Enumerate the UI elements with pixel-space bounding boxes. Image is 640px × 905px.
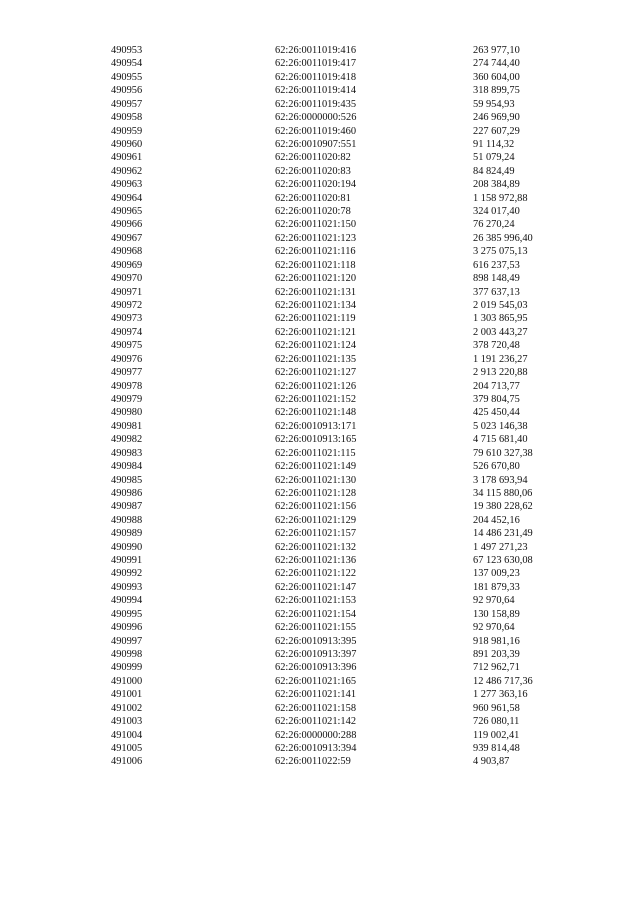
cadastral-value-cell: 4 903,87 [473, 756, 510, 768]
row-number-cell: 490981 [111, 420, 143, 432]
table-row [111, 138, 583, 151]
cadastral-number-cell: 62:26:0011021:158 [275, 702, 357, 714]
row-number-cell: 490961 [111, 152, 143, 164]
cadastral-number-cell: 62:26:0011021:121 [275, 326, 357, 338]
cadastral-number-cell: 62:26:0010913:395 [275, 635, 357, 647]
row-number-cell: 490998 [111, 648, 143, 660]
table-row [111, 178, 583, 191]
table-row [111, 353, 583, 366]
row-number-cell: 490958 [111, 112, 143, 124]
cadastral-number-cell: 62:26:0011020:194 [275, 179, 357, 191]
cadastral-value-cell: 377 637,13 [473, 286, 520, 298]
cadastral-number-cell: 62:26:0011021:147 [275, 581, 357, 593]
cadastral-number-cell: 62:26:0011021:132 [275, 541, 357, 553]
cadastral-value-cell: 318 899,75 [473, 85, 520, 97]
row-number-cell: 490960 [111, 138, 143, 150]
cadastral-value-cell: 92 970,64 [473, 595, 515, 607]
cadastral-value-cell: 425 450,44 [473, 407, 520, 419]
cadastral-number-cell: 62:26:0011021:135 [275, 353, 357, 365]
table-row [111, 433, 583, 446]
cadastral-number-cell: 62:26:0011021:154 [275, 608, 357, 620]
table-row [111, 581, 583, 594]
cadastral-value-cell: 1 303 865,95 [473, 313, 528, 325]
table-row [111, 232, 583, 245]
cadastral-number-cell: 62:26:0011020:78 [275, 206, 351, 218]
table-row [111, 272, 583, 285]
cadastral-value-cell: 51 079,24 [473, 152, 515, 164]
row-number-cell: 491000 [111, 675, 143, 687]
cadastral-number-cell: 62:26:0011021:127 [275, 367, 357, 379]
cadastral-number-cell: 62:26:0011021:123 [275, 232, 357, 244]
cadastral-number-cell: 62:26:0010913:171 [275, 420, 357, 432]
cadastral-value-cell: 14 486 231,49 [473, 528, 533, 540]
table-row [111, 165, 583, 178]
row-number-cell: 490974 [111, 326, 143, 338]
table-row [111, 393, 583, 406]
table-row [111, 151, 583, 164]
cadastral-value-cell: 91 114,32 [473, 138, 515, 150]
cadastral-value-cell: 227 607,29 [473, 125, 520, 137]
table-row [111, 406, 583, 419]
cadastral-value-cell: 130 158,89 [473, 608, 520, 620]
table-row [111, 245, 583, 258]
table-row [111, 715, 583, 728]
row-number-cell: 490995 [111, 608, 143, 620]
cadastral-number-cell: 62:26:0011020:82 [275, 152, 351, 164]
cadastral-value-cell: 5 023 146,38 [473, 420, 528, 432]
cadastral-value-cell: 898 148,49 [473, 273, 520, 285]
table-row [111, 527, 583, 540]
cadastral-value-cell: 12 486 717,36 [473, 675, 533, 687]
cadastral-number-cell: 62:26:0011021:129 [275, 514, 357, 526]
cadastral-number-cell: 62:26:0011021:165 [275, 675, 357, 687]
row-number-cell: 490977 [111, 367, 143, 379]
cadastral-value-cell: 891 203,39 [473, 648, 520, 660]
cadastral-value-cell: 76 270,24 [473, 219, 515, 231]
table-row [111, 514, 583, 527]
cadastral-value-cell: 378 720,48 [473, 340, 520, 352]
row-number-cell: 491001 [111, 689, 143, 701]
cadastral-value-cell: 360 604,00 [473, 71, 520, 83]
table-row [111, 460, 583, 473]
row-number-cell: 490966 [111, 219, 143, 231]
cadastral-number-cell: 62:26:0011021:142 [275, 716, 357, 728]
cadastral-number-cell: 62:26:0010913:397 [275, 648, 357, 660]
cadastral-number-cell: 62:26:0011021:124 [275, 340, 357, 352]
cadastral-value-cell: 918 981,16 [473, 635, 520, 647]
cadastral-value-cell: 19 380 228,62 [473, 501, 533, 513]
cadastral-number-cell: 62:26:0011021:126 [275, 380, 357, 392]
row-number-cell: 490985 [111, 474, 143, 486]
table-row [111, 366, 583, 379]
row-number-cell: 490956 [111, 85, 143, 97]
cadastral-number-cell: 62:26:0011021:134 [275, 300, 357, 312]
row-number-cell: 490983 [111, 447, 143, 459]
row-number-cell: 490997 [111, 635, 143, 647]
row-number-cell: 490992 [111, 568, 143, 580]
row-number-cell: 490955 [111, 71, 143, 83]
cadastral-number-cell: 62:26:0011019:418 [275, 71, 357, 83]
cadastral-number-cell: 62:26:0011022:59 [275, 756, 351, 768]
table-row [111, 98, 583, 111]
row-number-cell: 491006 [111, 756, 143, 768]
cadastral-value-cell: 67 123 630,08 [473, 555, 533, 567]
cadastral-value-cell: 1 158 972,88 [473, 192, 528, 204]
row-number-cell: 490959 [111, 125, 143, 137]
table-row [111, 661, 583, 674]
cadastral-value-cell: 526 670,80 [473, 461, 520, 473]
row-number-cell: 490957 [111, 98, 143, 110]
row-number-cell: 490999 [111, 662, 143, 674]
cadastral-number-cell: 62:26:0010907:551 [275, 138, 357, 150]
table-row [111, 554, 583, 567]
cadastral-value-cell: 263 977,10 [473, 45, 520, 56]
row-number-cell: 490976 [111, 353, 143, 365]
cadastral-value-cell: 92 970,64 [473, 622, 515, 634]
cadastral-number-cell: 62:26:0011020:81 [275, 192, 351, 204]
cadastral-value-cell: 324 017,40 [473, 206, 520, 218]
row-number-cell: 490993 [111, 581, 143, 593]
table-row [111, 312, 583, 325]
table-row [111, 205, 583, 218]
row-number-cell: 490994 [111, 595, 143, 607]
cadastral-number-cell: 62:26:0011020:83 [275, 165, 351, 177]
cadastral-value-cell: 204 452,16 [473, 514, 520, 526]
cadastral-value-cell: 3 178 693,94 [473, 474, 528, 486]
cadastral-number-cell: 62:26:0011021:115 [275, 447, 356, 459]
row-number-cell: 490987 [111, 501, 143, 513]
row-number-cell: 490972 [111, 300, 143, 312]
cadastral-number-cell: 62:26:0011021:136 [275, 555, 357, 567]
row-number-cell: 491003 [111, 716, 143, 728]
cadastral-value-cell: 274 744,40 [473, 58, 520, 70]
table-row [111, 84, 583, 97]
row-number-cell: 490975 [111, 340, 143, 352]
row-number-cell: 490996 [111, 622, 143, 634]
table-row [111, 125, 583, 138]
table-row [111, 755, 583, 768]
cadastral-value-cell: 1 497 271,23 [473, 541, 528, 553]
table-row [111, 326, 583, 339]
row-number-cell: 490965 [111, 206, 143, 218]
cadastral-value-cell: 181 879,33 [473, 581, 520, 593]
table-row [111, 71, 583, 84]
row-number-cell: 490982 [111, 434, 143, 446]
row-number-cell: 490990 [111, 541, 143, 553]
table-row [111, 44, 583, 57]
cadastral-value-cell: 960 961,58 [473, 702, 520, 714]
cadastral-number-cell: 62:26:0011021:120 [275, 273, 357, 285]
table-row [111, 621, 583, 634]
row-number-cell: 490988 [111, 514, 143, 526]
table-row [111, 339, 583, 352]
row-number-cell: 490954 [111, 58, 143, 70]
cadastral-number-cell: 62:26:0010913:394 [275, 742, 357, 754]
row-number-cell: 490986 [111, 487, 143, 499]
table-row [111, 380, 583, 393]
cadastral-value-cell: 726 080,11 [473, 716, 520, 728]
cadastral-number-cell: 62:26:0011021:155 [275, 622, 357, 634]
row-number-cell: 490963 [111, 179, 143, 191]
cadastral-value-cell: 34 115 880,06 [473, 487, 533, 499]
row-number-cell: 490979 [111, 393, 143, 405]
cadastral-value-cell: 3 275 075,13 [473, 246, 528, 258]
row-number-cell: 490991 [111, 555, 143, 567]
row-number-cell: 490967 [111, 232, 143, 244]
cadastral-value-cell: 712 962,71 [473, 662, 520, 674]
row-number-cell: 491002 [111, 702, 143, 714]
row-number-cell: 490969 [111, 259, 143, 271]
cadastral-number-cell: 62:26:0011021:116 [275, 246, 356, 258]
table-row [111, 742, 583, 755]
table-row [111, 635, 583, 648]
cadastral-value-cell: 4 715 681,40 [473, 434, 528, 446]
cadastral-value-table [111, 44, 583, 769]
table-row [111, 286, 583, 299]
row-number-cell: 491005 [111, 742, 143, 754]
cadastral-number-cell: 62:26:0011021:153 [275, 595, 357, 607]
cadastral-number-cell: 62:26:0010913:165 [275, 434, 357, 446]
table-row [111, 218, 583, 231]
row-number-cell: 490978 [111, 380, 143, 392]
cadastral-value-cell: 59 954,93 [473, 98, 515, 110]
table-row [111, 500, 583, 513]
table-body [111, 44, 583, 769]
table-row [111, 567, 583, 580]
cadastral-number-cell: 62:26:0011021:157 [275, 528, 357, 540]
table-row [111, 688, 583, 701]
cadastral-number-cell: 62:26:0000000:526 [275, 112, 357, 124]
cadastral-number-cell: 62:26:0011021:118 [275, 259, 356, 271]
row-number-cell: 490962 [111, 165, 143, 177]
table-row [111, 648, 583, 661]
row-number-cell: 490953 [111, 45, 143, 56]
cadastral-value-cell: 939 814,48 [473, 742, 520, 754]
row-number-cell: 490980 [111, 407, 143, 419]
cadastral-number-cell: 62:26:0011021:122 [275, 568, 357, 580]
table-row [111, 594, 583, 607]
cadastral-number-cell: 62:26:0011021:119 [275, 313, 356, 325]
row-number-cell: 490970 [111, 273, 143, 285]
table-row [111, 420, 583, 433]
table-row [111, 702, 583, 715]
row-number-cell: 490971 [111, 286, 143, 298]
table-row [111, 608, 583, 621]
cadastral-value-cell: 2 003 443,27 [473, 326, 528, 338]
row-number-cell: 490984 [111, 461, 143, 473]
cadastral-value-cell: 616 237,53 [473, 259, 520, 271]
cadastral-number-cell: 62:26:0011021:149 [275, 461, 357, 473]
cadastral-number-cell: 62:26:0011019:414 [275, 85, 357, 97]
cadastral-number-cell: 62:26:0011019:417 [275, 58, 357, 70]
cadastral-number-cell: 62:26:0011021:131 [275, 286, 357, 298]
table-row [111, 729, 583, 742]
table-row [111, 487, 583, 500]
row-number-cell: 490973 [111, 313, 143, 325]
cadastral-number-cell: 62:26:0011019:435 [275, 98, 357, 110]
cadastral-value-cell: 84 824,49 [473, 165, 515, 177]
table-row [111, 675, 583, 688]
cadastral-value-cell: 2 913 220,88 [473, 367, 528, 379]
table-row [111, 541, 583, 554]
row-number-cell: 490968 [111, 246, 143, 258]
cadastral-number-cell: 62:26:0011021:148 [275, 407, 357, 419]
row-number-cell: 490964 [111, 192, 143, 204]
cadastral-number-cell: 62:26:0011021:141 [275, 689, 357, 701]
cadastral-value-cell: 204 713,77 [473, 380, 520, 392]
table-row [111, 447, 583, 460]
row-number-cell: 490989 [111, 528, 143, 540]
cadastral-number-cell: 62:26:0011019:416 [275, 45, 357, 56]
cadastral-number-cell: 62:26:0011021:152 [275, 393, 357, 405]
table-row [111, 259, 583, 272]
cadastral-number-cell: 62:26:0011019:460 [275, 125, 357, 137]
cadastral-value-cell: 379 804,75 [473, 393, 520, 405]
table-row [111, 192, 583, 205]
table-row [111, 299, 583, 312]
cadastral-value-cell: 1 277 363,16 [473, 689, 528, 701]
cadastral-number-cell: 62:26:0010913:396 [275, 662, 357, 674]
cadastral-number-cell: 62:26:0000000:288 [275, 729, 357, 741]
cadastral-value-cell: 208 384,89 [473, 179, 520, 191]
row-number-cell: 491004 [111, 729, 143, 741]
cadastral-value-cell: 2 019 545,03 [473, 300, 528, 312]
cadastral-value-cell: 119 002,41 [473, 729, 520, 741]
cadastral-number-cell: 62:26:0011021:150 [275, 219, 357, 231]
table-row [111, 474, 583, 487]
cadastral-value-cell: 1 191 236,27 [473, 353, 528, 365]
cadastral-value-cell: 26 385 996,40 [473, 232, 533, 244]
cadastral-number-cell: 62:26:0011021:130 [275, 474, 357, 486]
cadastral-value-cell: 79 610 327,38 [473, 447, 533, 459]
cadastral-number-cell: 62:26:0011021:156 [275, 501, 357, 513]
cadastral-value-cell: 137 009,23 [473, 568, 520, 580]
cadastral-value-cell: 246 969,90 [473, 112, 520, 124]
cadastral-number-cell: 62:26:0011021:128 [275, 487, 357, 499]
table-row [111, 57, 583, 70]
table-row [111, 111, 583, 124]
